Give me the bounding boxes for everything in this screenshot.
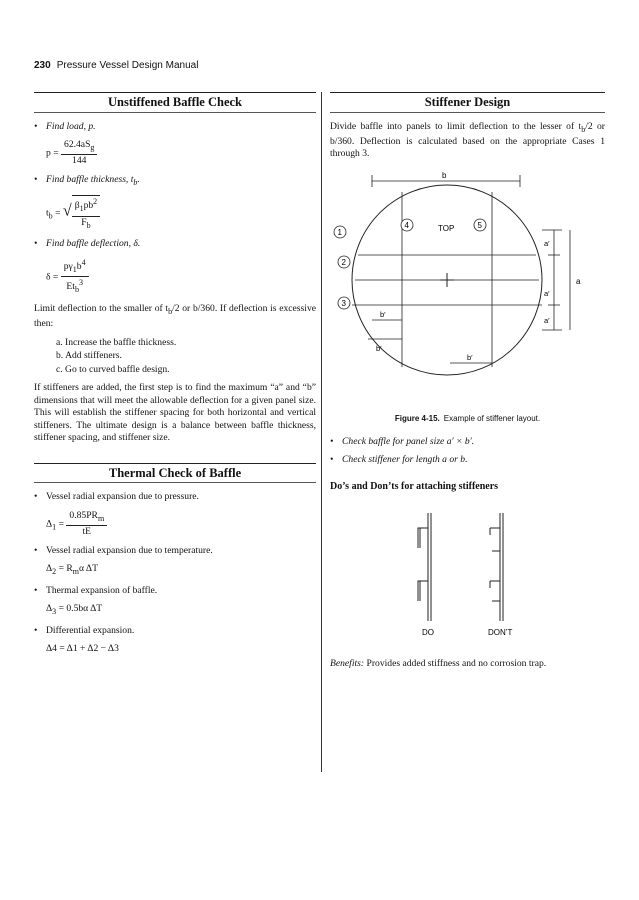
bullet-check-stiffener: • Check stiffener for length a or b. <box>330 454 605 467</box>
formula-load-lhs: p = <box>46 147 59 159</box>
formula-thickness-num-sub: 1 <box>79 204 84 214</box>
figure-caption <box>330 413 605 426</box>
formula-deflection-lhs: δ = <box>46 271 59 283</box>
page-number: 230 <box>34 60 51 71</box>
label-a-prime-3: a′ <box>544 315 550 325</box>
label-top: TOP <box>438 223 455 233</box>
formula-deflection-den: Et <box>66 281 75 293</box>
formula-thickness-num: β <box>74 200 80 212</box>
figure-caption-text: Example of stiffener layout. <box>443 414 541 424</box>
label-b-prime-inner: b′ <box>380 309 386 319</box>
benefits-label: Benefits: <box>330 657 365 669</box>
formula-delta3-rest: = 0.5bα ΔT <box>56 603 103 615</box>
benefits-text: Provides added stiffness and no corrosion trap. <box>364 657 547 669</box>
formula-delta2-lhs: Δ <box>46 563 53 575</box>
label-a: a <box>576 276 581 286</box>
formula-delta3 <box>46 603 316 618</box>
bullet-check-baffle: • Check baffle for panel size a′ × b′. <box>330 436 605 449</box>
bullet-radial-pressure: • Vessel radial expansion due to pressure. <box>34 491 316 504</box>
formula-deflection-num: pγ <box>63 261 73 272</box>
dos-donts-title: Do’s and Don’ts for attaching stiffeners <box>330 480 499 492</box>
bullet-thermal-baffle: • Thermal expansion of baffle. <box>34 585 316 598</box>
formula-deflection <box>46 257 316 297</box>
marker-5-label: 5 <box>477 220 482 230</box>
section-title-stiffener: Stiffener Design <box>330 92 605 113</box>
formula-deflection-fraction <box>61 257 89 297</box>
formula-delta3-lhs-sub: 3 <box>52 607 57 617</box>
marker-2-label: 2 <box>341 257 346 267</box>
stiffener-intro-text: Divide baffle into panels to limit deflection to the lesser of t <box>330 120 582 132</box>
sqrt-icon: √ <box>62 203 72 221</box>
formula-delta3-lhs: Δ <box>46 603 53 615</box>
marker-1 <box>334 226 346 238</box>
bullet-find-load: • Find load, p. <box>34 121 316 134</box>
do-stiffener-bottom <box>418 581 428 601</box>
figure-caption-number: Figure 4-15. <box>394 414 440 424</box>
label-b-prime-left: b′ <box>376 343 382 353</box>
do-label: DO <box>422 628 434 638</box>
paragraph-limit-text: Limit deflection to the smaller of t <box>34 303 169 314</box>
formula-thickness-lhs-sub: b <box>48 211 53 221</box>
bullet-find-deflection: • Find baffle deflection, δ. <box>34 238 316 251</box>
formula-delta1-lhs: Δ <box>46 518 53 530</box>
marker-2 <box>338 256 350 268</box>
marker-3-label: 3 <box>341 298 346 308</box>
label-b-prime-bottom: b′ <box>467 352 473 362</box>
benefits-paragraph <box>330 658 605 671</box>
formula-delta2-rest-sub: m <box>72 567 80 577</box>
formula-load-den: 144 <box>72 155 87 167</box>
marker-1-label: 1 <box>337 227 342 237</box>
formula-thickness-num-sup: 2 <box>93 197 98 207</box>
formula-thickness-lhs: t <box>46 208 49 220</box>
bullet-radial-temperature: • Vessel radial expansion due to temperature. <box>34 545 316 558</box>
formula-load-fraction <box>61 139 97 168</box>
remedy-list <box>56 337 316 377</box>
bullet-find-thickness-sub: b <box>133 177 138 187</box>
formula-delta1-eq: = <box>58 518 64 530</box>
formula-delta2 <box>46 563 316 578</box>
formula-delta1-den: tE <box>82 526 92 538</box>
book-title: Pressure Vessel Design Manual <box>56 60 199 71</box>
bullet-differential: • Differential expansion. <box>34 625 316 638</box>
do-stiffener-top <box>418 528 428 548</box>
marker-3 <box>338 297 350 309</box>
label-b: b <box>442 170 447 180</box>
formula-thickness-num-rest: pb <box>83 200 94 212</box>
bullet-find-thickness: • Find baffle thickness, $t_b$. <box>34 174 316 189</box>
list-item: a. Increase the baffle thickness. <box>56 336 177 348</box>
label-a-prime-2: a′ <box>544 288 550 298</box>
paragraph-stiffeners: If stiffeners are added, the first step is to find the maximum “a” and “b” dimensions that will meet the allowable deflection for a given panel size. This will establish the stiffener spacing for both horizontal and vertical stiffeners. The ultimate design is a balance between baffle thickness, stiffener spacing, and stiffener size. <box>34 382 316 444</box>
list-item: b. Add stiffeners. <box>56 350 122 362</box>
paragraph-limit-sub: b <box>168 306 173 316</box>
formula-delta1-num-sub: m <box>97 513 105 523</box>
stiffener-intro-sub: b <box>581 124 586 134</box>
dont-stiffener-top <box>490 528 500 535</box>
formula-deflection-num-sub: 1 <box>72 264 77 274</box>
formula-delta2-rest: = R <box>56 563 73 575</box>
formula-delta1 <box>46 510 316 539</box>
stiffener-layout-figure <box>330 167 605 407</box>
right-column <box>330 92 605 676</box>
left-column <box>34 92 316 662</box>
formula-deflection-den-sup: 3 <box>78 278 83 288</box>
dos-donts-figure <box>330 493 605 643</box>
formula-thickness <box>46 195 316 232</box>
page-header <box>34 60 198 71</box>
formula-thickness-den: F <box>81 216 87 228</box>
formula-delta2-tail: α ΔT <box>79 563 98 575</box>
formula-deflection-den-sub: b <box>74 285 79 295</box>
formula-deflection-num-rest: b <box>76 261 82 272</box>
paragraph-stiffener-intro <box>330 121 605 161</box>
formula-delta4: Δ4 = Δ1 + Δ2 − Δ3 <box>46 643 119 655</box>
label-a-prime-1: a′ <box>544 238 550 248</box>
formula-delta1-num: 0.85PR <box>69 509 98 521</box>
formula-thickness-eq: = <box>55 208 61 220</box>
formula-deflection-num-sup: 4 <box>81 257 86 267</box>
formula-load-num-sub: g <box>90 142 95 152</box>
formula-load <box>46 139 316 168</box>
bullet-find-thickness-text: Find baffle thickness, t <box>46 173 134 185</box>
stiffener-intro-rest: /2 or b/360. Deflection is calculated based on the appropriate Cases 1 through 3. <box>330 120 606 160</box>
section-title-unstiffened: Unstiffened Baffle Check <box>34 92 316 113</box>
paragraph-limit-deflection <box>34 303 316 331</box>
marker-5 <box>474 219 486 231</box>
formula-delta1-fraction <box>66 510 107 539</box>
dont-label: DON’T <box>488 628 513 638</box>
marker-4-label: 4 <box>404 220 409 230</box>
column-divider <box>321 92 322 772</box>
formula-delta2-lhs-sub: 2 <box>52 567 57 577</box>
section-title-thermal: Thermal Check of Baffle <box>34 463 316 484</box>
formula-delta1-lhs-sub: 1 <box>52 522 57 532</box>
formula-load-num: 62.4aS <box>64 139 91 150</box>
paragraph-limit-rest: /2 or b/360. If deflection is excessive then: <box>34 303 316 330</box>
dont-stiffener-bottom <box>490 581 500 588</box>
formula-thickness-den-sub: b <box>86 220 91 230</box>
formula-thickness-fraction <box>72 195 100 232</box>
list-item: c. Go to curved baffle design. <box>56 363 170 375</box>
marker-4 <box>401 219 413 231</box>
